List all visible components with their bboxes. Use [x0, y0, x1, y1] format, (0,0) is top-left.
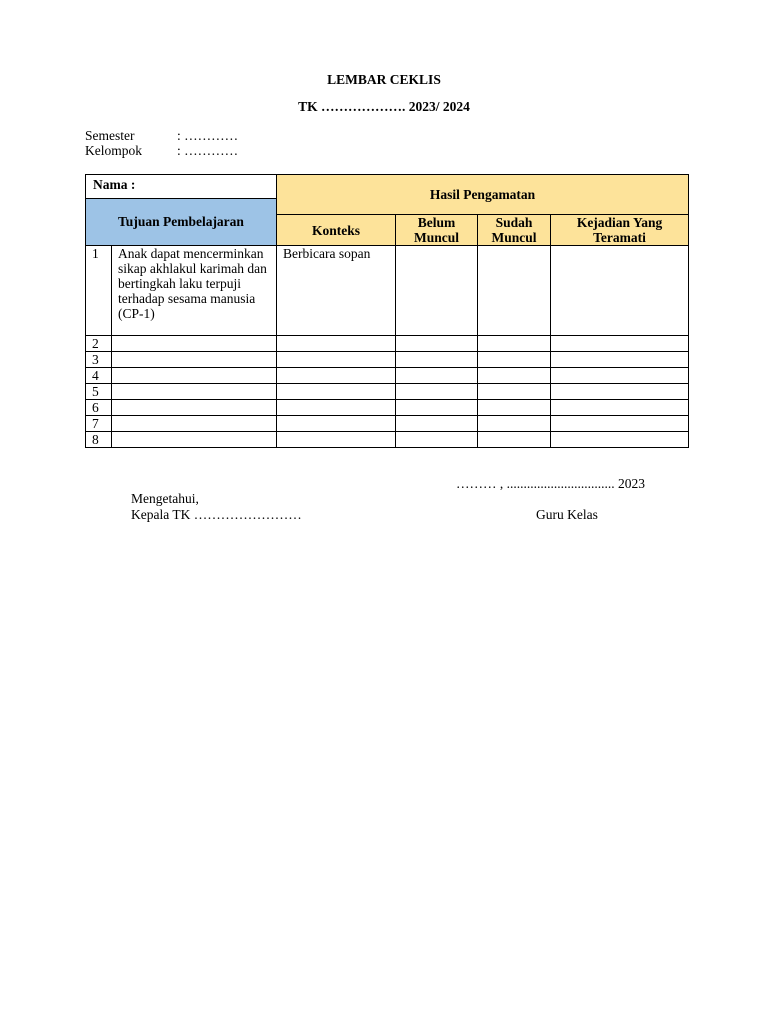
kelompok-value: : …………	[177, 143, 239, 158]
kejadian-cell	[551, 384, 689, 400]
belum-muncul-cell	[396, 352, 478, 368]
kejadian-cell	[551, 400, 689, 416]
row-number-cell: 1	[86, 246, 112, 336]
hasil-pengamatan-header: Hasil Pengamatan	[277, 175, 689, 215]
table-row	[86, 368, 689, 384]
row-number-cell: 4	[86, 368, 112, 384]
document-title: LEMBAR CEKLIS	[327, 72, 441, 87]
mengetahui-text: Mengetahui,	[131, 491, 199, 506]
konteks-cell: Berbicara sopan	[277, 246, 396, 336]
table-row	[86, 336, 689, 352]
row-number-cell: 2	[86, 336, 112, 352]
kelompok-line	[85, 143, 238, 158]
document-subtitle: TK ………………. 2023/ 2024	[298, 99, 470, 114]
sudah-muncul-cell	[478, 352, 551, 368]
table-body	[86, 246, 689, 448]
belum-muncul-cell	[396, 400, 478, 416]
konteks-cell	[277, 432, 396, 448]
tujuan-cell	[112, 352, 277, 368]
konteks-cell	[277, 352, 396, 368]
row-number-cell: 6	[86, 400, 112, 416]
table-row	[86, 246, 689, 336]
kejadian-cell	[551, 432, 689, 448]
sudah-muncul-header: Sudah Muncul	[478, 215, 551, 246]
kejadian-cell	[551, 352, 689, 368]
konteks-cell	[277, 400, 396, 416]
sudah-muncul-cell	[478, 384, 551, 400]
sudah-muncul-cell	[478, 432, 551, 448]
date-line: ……… , ................................ 2023	[456, 476, 645, 491]
row-number-cell: 7	[86, 416, 112, 432]
tujuan-cell	[112, 336, 277, 352]
row-number-cell: 8	[86, 432, 112, 448]
belum-muncul-cell	[396, 368, 478, 384]
belum-muncul-cell	[396, 416, 478, 432]
semester-value: : …………	[177, 128, 239, 143]
table-row	[86, 352, 689, 368]
konteks-cell	[277, 368, 396, 384]
konteks-header: Konteks	[277, 215, 396, 246]
tujuan-cell	[112, 368, 277, 384]
kejadian-cell	[551, 368, 689, 384]
tujuan-cell	[112, 416, 277, 432]
tujuan-cell: Anak dapat mencerminkan sikap akhlakul karimah dan bertingkah laku terpuji terhadap sesama manusia (CP-1)	[112, 246, 277, 336]
sudah-muncul-cell	[478, 416, 551, 432]
kejadian-cell	[551, 246, 689, 336]
kepala-tk-signature-line: Kepala TK ……………………	[131, 507, 302, 522]
semester-label: Semester	[85, 128, 135, 143]
tujuan-pembelajaran-header: Tujuan Pembelajaran	[86, 199, 277, 246]
kejadian-yang-teramati-header: Kejadian Yang Teramati	[551, 215, 689, 246]
tujuan-cell	[112, 384, 277, 400]
table-row	[86, 432, 689, 448]
belum-muncul-cell	[396, 384, 478, 400]
table-row	[86, 400, 689, 416]
kejadian-cell	[551, 336, 689, 352]
row-number-cell: 3	[86, 352, 112, 368]
belum-muncul-cell	[396, 432, 478, 448]
sudah-muncul-cell	[478, 336, 551, 352]
konteks-cell	[277, 416, 396, 432]
table-row	[86, 384, 689, 400]
tujuan-cell	[112, 432, 277, 448]
semester-line	[85, 128, 238, 143]
konteks-cell	[277, 336, 396, 352]
table-row	[86, 416, 689, 432]
kejadian-cell	[551, 416, 689, 432]
belum-muncul-cell	[396, 246, 478, 336]
belum-muncul-cell	[396, 336, 478, 352]
kelompok-label: Kelompok	[85, 143, 142, 158]
guru-kelas-label: Guru Kelas	[536, 507, 598, 522]
tujuan-cell	[112, 400, 277, 416]
sudah-muncul-cell	[478, 246, 551, 336]
row-number-cell: 5	[86, 384, 112, 400]
belum-muncul-header: Belum Muncul	[396, 215, 478, 246]
sudah-muncul-cell	[478, 368, 551, 384]
konteks-cell	[277, 384, 396, 400]
sudah-muncul-cell	[478, 400, 551, 416]
nama-cell: Nama :	[86, 175, 277, 199]
checklist-table	[85, 174, 689, 448]
